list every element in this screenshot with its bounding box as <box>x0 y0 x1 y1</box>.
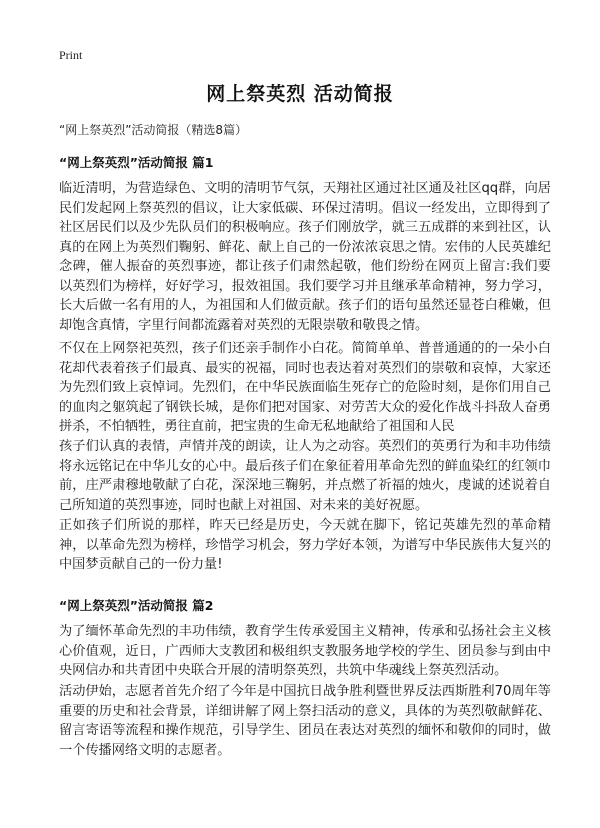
section-1-paragraph-1: 临近清明，为营造绿色、文明的清明节气氛，天翔社区通过社区通及社区qq群，向居民们发起网上祭英烈的倡议，让大家低碳、环保过清明。倡议一经发出，立即得到了社区居民们以及少先队员们的积极响应。孩子们刚放学，就三五成群的来到社区，认真的在网上为英烈们鞠躬、鲜花、献上自己的一份浓浓哀思之情。宏伟的人民英雄纪念碑，催人振奋的英烈事迹，都让孩子们肃然起敬，他们纷纷在网页上留言:我们要以英烈们为榜样，好好学习，报效祖国。我们要学习并且继承革命精神，努力学习，长大后做一名有用的人，为祖国和人们做贡献。孩子们的语句虽然还显苍白稚嫩，但却饱含真情，字里行间都流露着对英烈的无限崇敬和敬畏之情。 <box>59 181 551 333</box>
section-2-paragraph-1: 为了缅怀革命先烈的丰功伟绩，教育学生传承爱国主义精神，传承和弘扬社会主义核心价值观，近日，广西师大支教团和极组织支教服务地学校的学生、团员参与到由中央网信办和共青团中央联合开展的清明祭英烈，共筑中华魂线上祭英烈活动。 <box>59 624 551 678</box>
section-2-paragraph-2: 活动伊始，志愿者首先介绍了今年是中国抗日战争胜利暨世界反法西斯胜利70周年等重要的历史和社会背景，详细讲解了网上祭扫活动的意义，具体的为英烈敬献鲜花、留言寄语等流程和操作规范，引导学生、团员在表达对英烈的缅怀和敬仰的同时，做一个传播网络文明的志愿者。 <box>59 684 551 758</box>
print-link[interactable]: Print <box>59 48 83 62</box>
page-title: 网上祭英烈 活动简报 <box>206 83 394 105</box>
section-heading-1: “网上祭英烈”活动简报 篇1 <box>59 155 214 170</box>
section-heading-2: “网上祭英烈”活动简报 篇2 <box>59 598 214 613</box>
section-1-paragraph-3: 孩子们认真的表情，声情并茂的朗读，让人为之动容。英烈们的英勇行为和丰功伟绩将永远铭记在中华儿女的心中。最后孩子们在象征着用革命先烈的鲜血染红的红领巾前，庄严肃穆地敬献了白花，深深地三鞠躬，并点燃了祈福的烛火，虔诚的述说着自己所知道的英烈事迹，同时也献上对祖国、对未来的美好祝愿。 <box>59 439 551 513</box>
section-1-paragraph-2: 不仅在上网祭祀英烈，孩子们还亲手制作小白花。简简单单、普普通通的的一朵小白花却代表着孩子们最真、最实的祝福，同时也表达着对英烈们的崇敬和哀悼，大家还为先烈们致上哀悼词。先烈们，在中华民族面临生死存亡的危险时刻，是你们用自己的血肉之躯筑起了钢铁长城，是你们把对国家、对劳苦大众的爱化作战斗抖敌人奋勇拼杀，不怕牺牲，勇往直前，把宝贵的生命无私地献给了祖国和人民 <box>59 341 551 434</box>
document-subtitle: “网上祭英烈”活动简报（精选8篇） <box>59 123 248 137</box>
section-1-paragraph-4: 正如孩子们所说的那样，昨天已经是历史，今天就在脚下，铭记英雄先烈的革命精神，以革命先烈为榜样，珍惜学习机会，努力学好本领，为谱写中华民族伟大复兴的中国梦贡献自己的一份力量! <box>59 518 551 572</box>
